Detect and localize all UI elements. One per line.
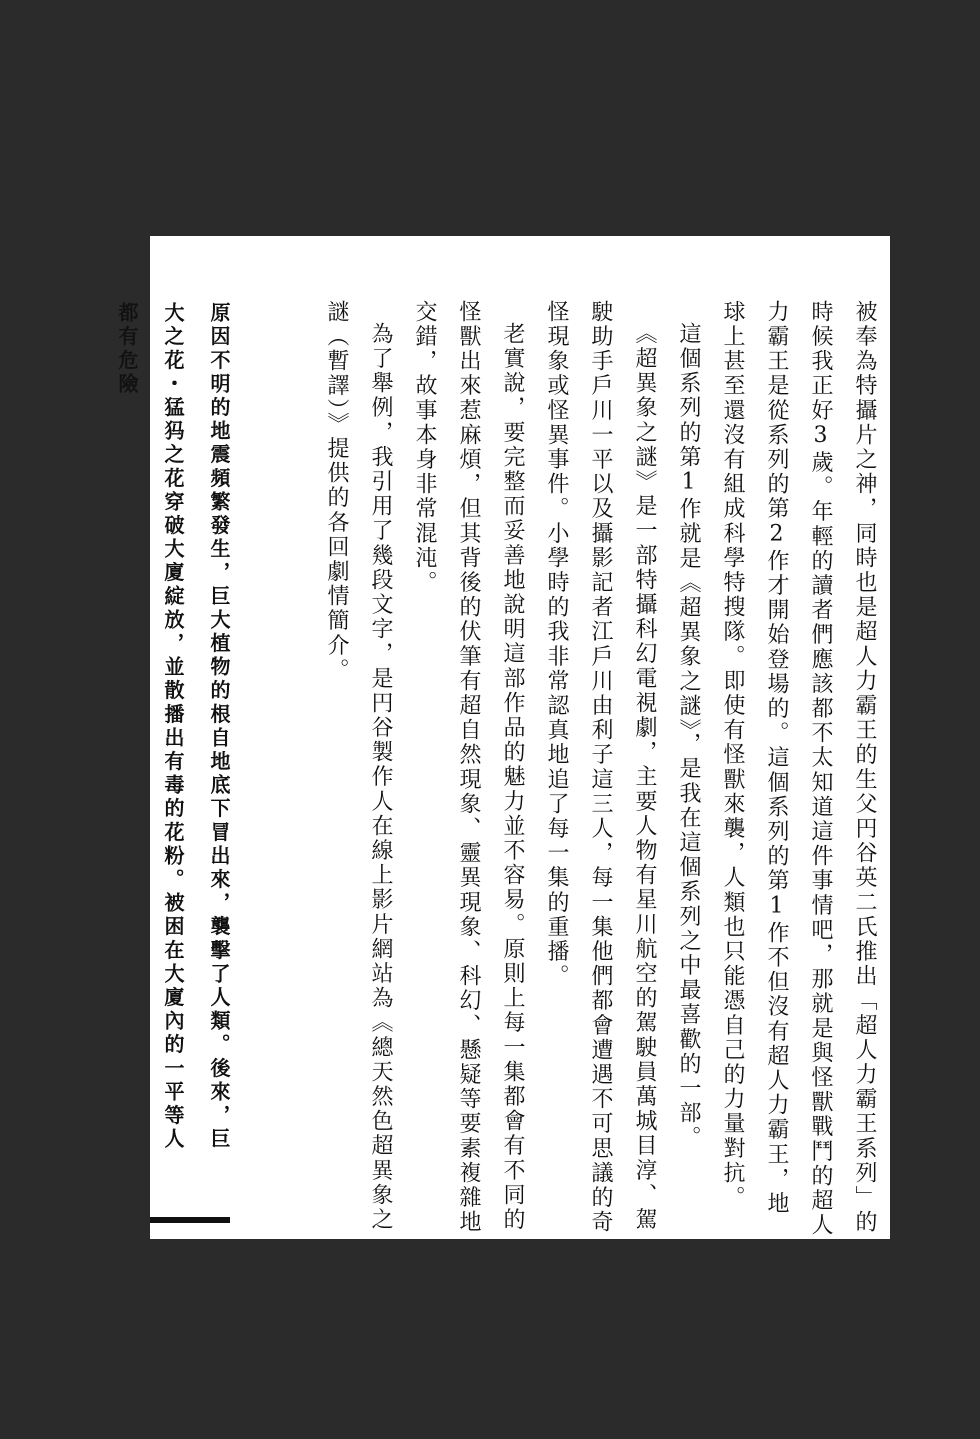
main-text-block (326, 300, 886, 1240)
paragraph-3: 《超異象之謎》是一部特攝科幻電視劇，主要人物有星川航空的駕駛員萬城目淳、駕駛助手戶川一平以及攝影記者江戶川由利子這三人，每一集他們都會遭遇不可思議的奇怪現象或怪異事件。小學時的我非常認真地追了每一集的重播。 (544, 300, 657, 1235)
paragraph-4: 老實說，要完整而妥善地說明這部作品的魅力並不容易。原則上每一集都會有不同的怪獸出來惹麻煩，但其背後的伏筆有超自然現象、靈異現象、科幻、懸疑等要素複雜地交錯，故事本身非常混沌。 (412, 300, 525, 1235)
paragraph-1: 被奉為特攝片之神，同時也是超人力霸王的生父円谷英二氏推出「超人力霸王系列」的時候我正好3歲。年輕的讀者們應該都不太知道這件事情吧，那就是與怪獸戰鬥的超人力霸王是從系列的第2作才開始登場的。這個系列的第1作不但沒有超人力霸王，地球上甚至還沒有組成科學特搜隊。即使有怪獸來襲，人類也只能憑自己的力量對抗。 (720, 300, 877, 1238)
paragraph-2: 這個系列的第1作就是《超異象之謎》，是我在這個系列之中最喜歡的一部。 (676, 322, 701, 1151)
quote-end-rule (150, 1217, 230, 1223)
episode-synopsis-quote: 原因不明的地震頻繁發生，巨大植物的根自地底下冒出來，襲擊了人類。後來，巨大之花・猛犸之花穿破大廈綻放，並散播出有毒的花粉。被困在大廈內的一平等人都有危險 (115, 302, 231, 1152)
book-page (150, 236, 890, 1239)
paragraph-5: 為了舉例，我引用了幾段文字，是円谷製作人在線上影片網站為《總天然色超異象之謎（暫譯）》提供的各回劇情簡介。 (324, 300, 393, 1233)
